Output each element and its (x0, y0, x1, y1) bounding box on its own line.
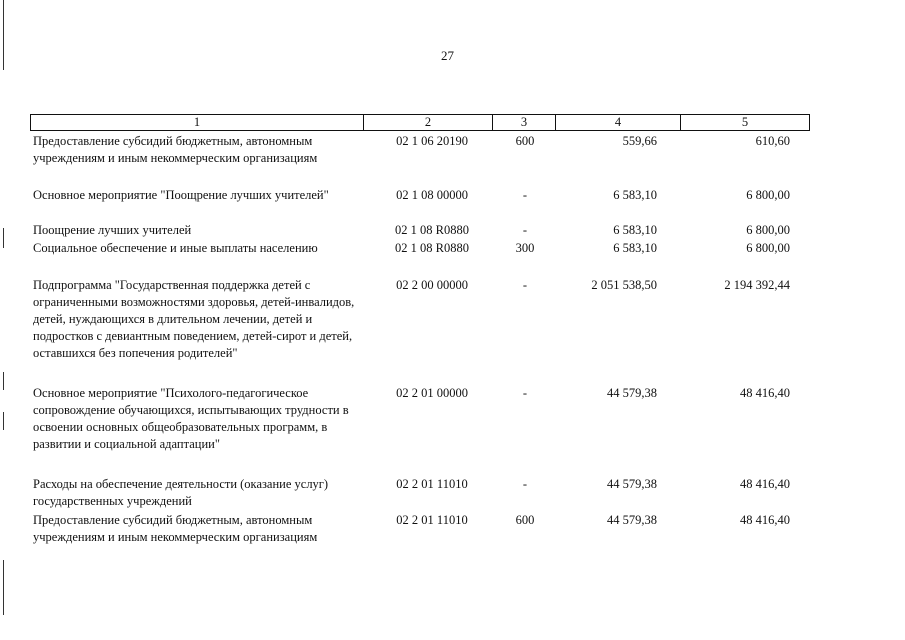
row-type: 300 (515, 241, 535, 255)
row-type: - (522, 278, 528, 292)
row-name: Поощрение лучших учителей (33, 223, 192, 237)
row-name: Предоставление субсидий бюджетным, автономным учреждениям и иным некоммерческим организациям (33, 134, 318, 165)
row-code: 02 2 01 11010 (396, 513, 468, 527)
row-code: 02 1 06 20190 (396, 134, 468, 148)
row-code: 02 1 08 R0880 (395, 241, 469, 255)
column-header-1: 1 (193, 115, 201, 129)
row-value-4: 559,66 (622, 134, 657, 148)
row-value-5: 6 800,00 (746, 223, 790, 237)
column-header-2: 2 (363, 115, 492, 130)
row-value-5: 48 416,40 (740, 386, 790, 400)
margin-line (3, 560, 4, 615)
row-value-5: 610,60 (755, 134, 790, 148)
row-name: Социальное обеспечение и иные выплаты населению (33, 241, 318, 255)
row-type: - (522, 188, 528, 202)
row-value-4: 6 583,10 (613, 223, 657, 237)
margin-line (3, 372, 4, 390)
row-value-4: 2 051 538,50 (591, 278, 657, 292)
column-header-3: 3 (492, 115, 555, 130)
row-value-5: 48 416,40 (740, 513, 790, 527)
row-code: 02 2 01 11010 (396, 477, 468, 491)
row-name: Основное мероприятие "Поощрение лучших учителей" (33, 188, 329, 202)
row-code: 02 1 08 R0880 (395, 223, 469, 237)
row-code: 02 2 00 00000 (396, 278, 468, 292)
margin-line (3, 228, 4, 248)
row-code: 02 2 01 00000 (396, 386, 468, 400)
row-type: 600 (515, 134, 535, 148)
row-type: - (522, 477, 528, 491)
row-code: 02 1 08 00000 (396, 188, 468, 202)
row-value-4: 6 583,10 (613, 188, 657, 202)
budget-table (30, 114, 810, 544)
row-value-5: 6 800,00 (746, 188, 790, 202)
table-header-row (30, 114, 810, 131)
row-value-4: 44 579,38 (607, 513, 657, 527)
row-type: 600 (515, 513, 535, 527)
row-name: Предоставление субсидий бюджетным, автономным учреждениям и иным некоммерческим организациям (33, 513, 318, 544)
page-number: 27 (441, 48, 454, 63)
column-header-4: 4 (555, 115, 680, 130)
row-value-5: 6 800,00 (746, 241, 790, 255)
row-value-4: 44 579,38 (607, 386, 657, 400)
row-value-5: 2 194 392,44 (724, 278, 790, 292)
row-type: - (522, 386, 528, 400)
row-name: Расходы на обеспечение деятельности (оказание услуг) государственных учреждений (33, 477, 329, 508)
row-value-4: 6 583,10 (613, 241, 657, 255)
row-type: - (522, 223, 528, 237)
row-name: Основное мероприятие "Психолого-педагогическое сопровождение обучающихся, испытывающих трудности в освоении основных общеобразовательных программ, в развитии и социальной адаптации" (33, 386, 349, 451)
row-name: Подпрограмма "Государственная поддержка детей с ограниченными возможностями здоровья, детей-инвалидов, детей, нуждающихся в длительном лечении, детей и подростков с девиантным поведением, детей-сирот и детей, оставшихся без попечения родителей" (33, 278, 355, 360)
margin-line (3, 412, 4, 430)
column-header-5: 5 (680, 115, 809, 130)
row-value-5: 48 416,40 (740, 477, 790, 491)
row-value-4: 44 579,38 (607, 477, 657, 491)
